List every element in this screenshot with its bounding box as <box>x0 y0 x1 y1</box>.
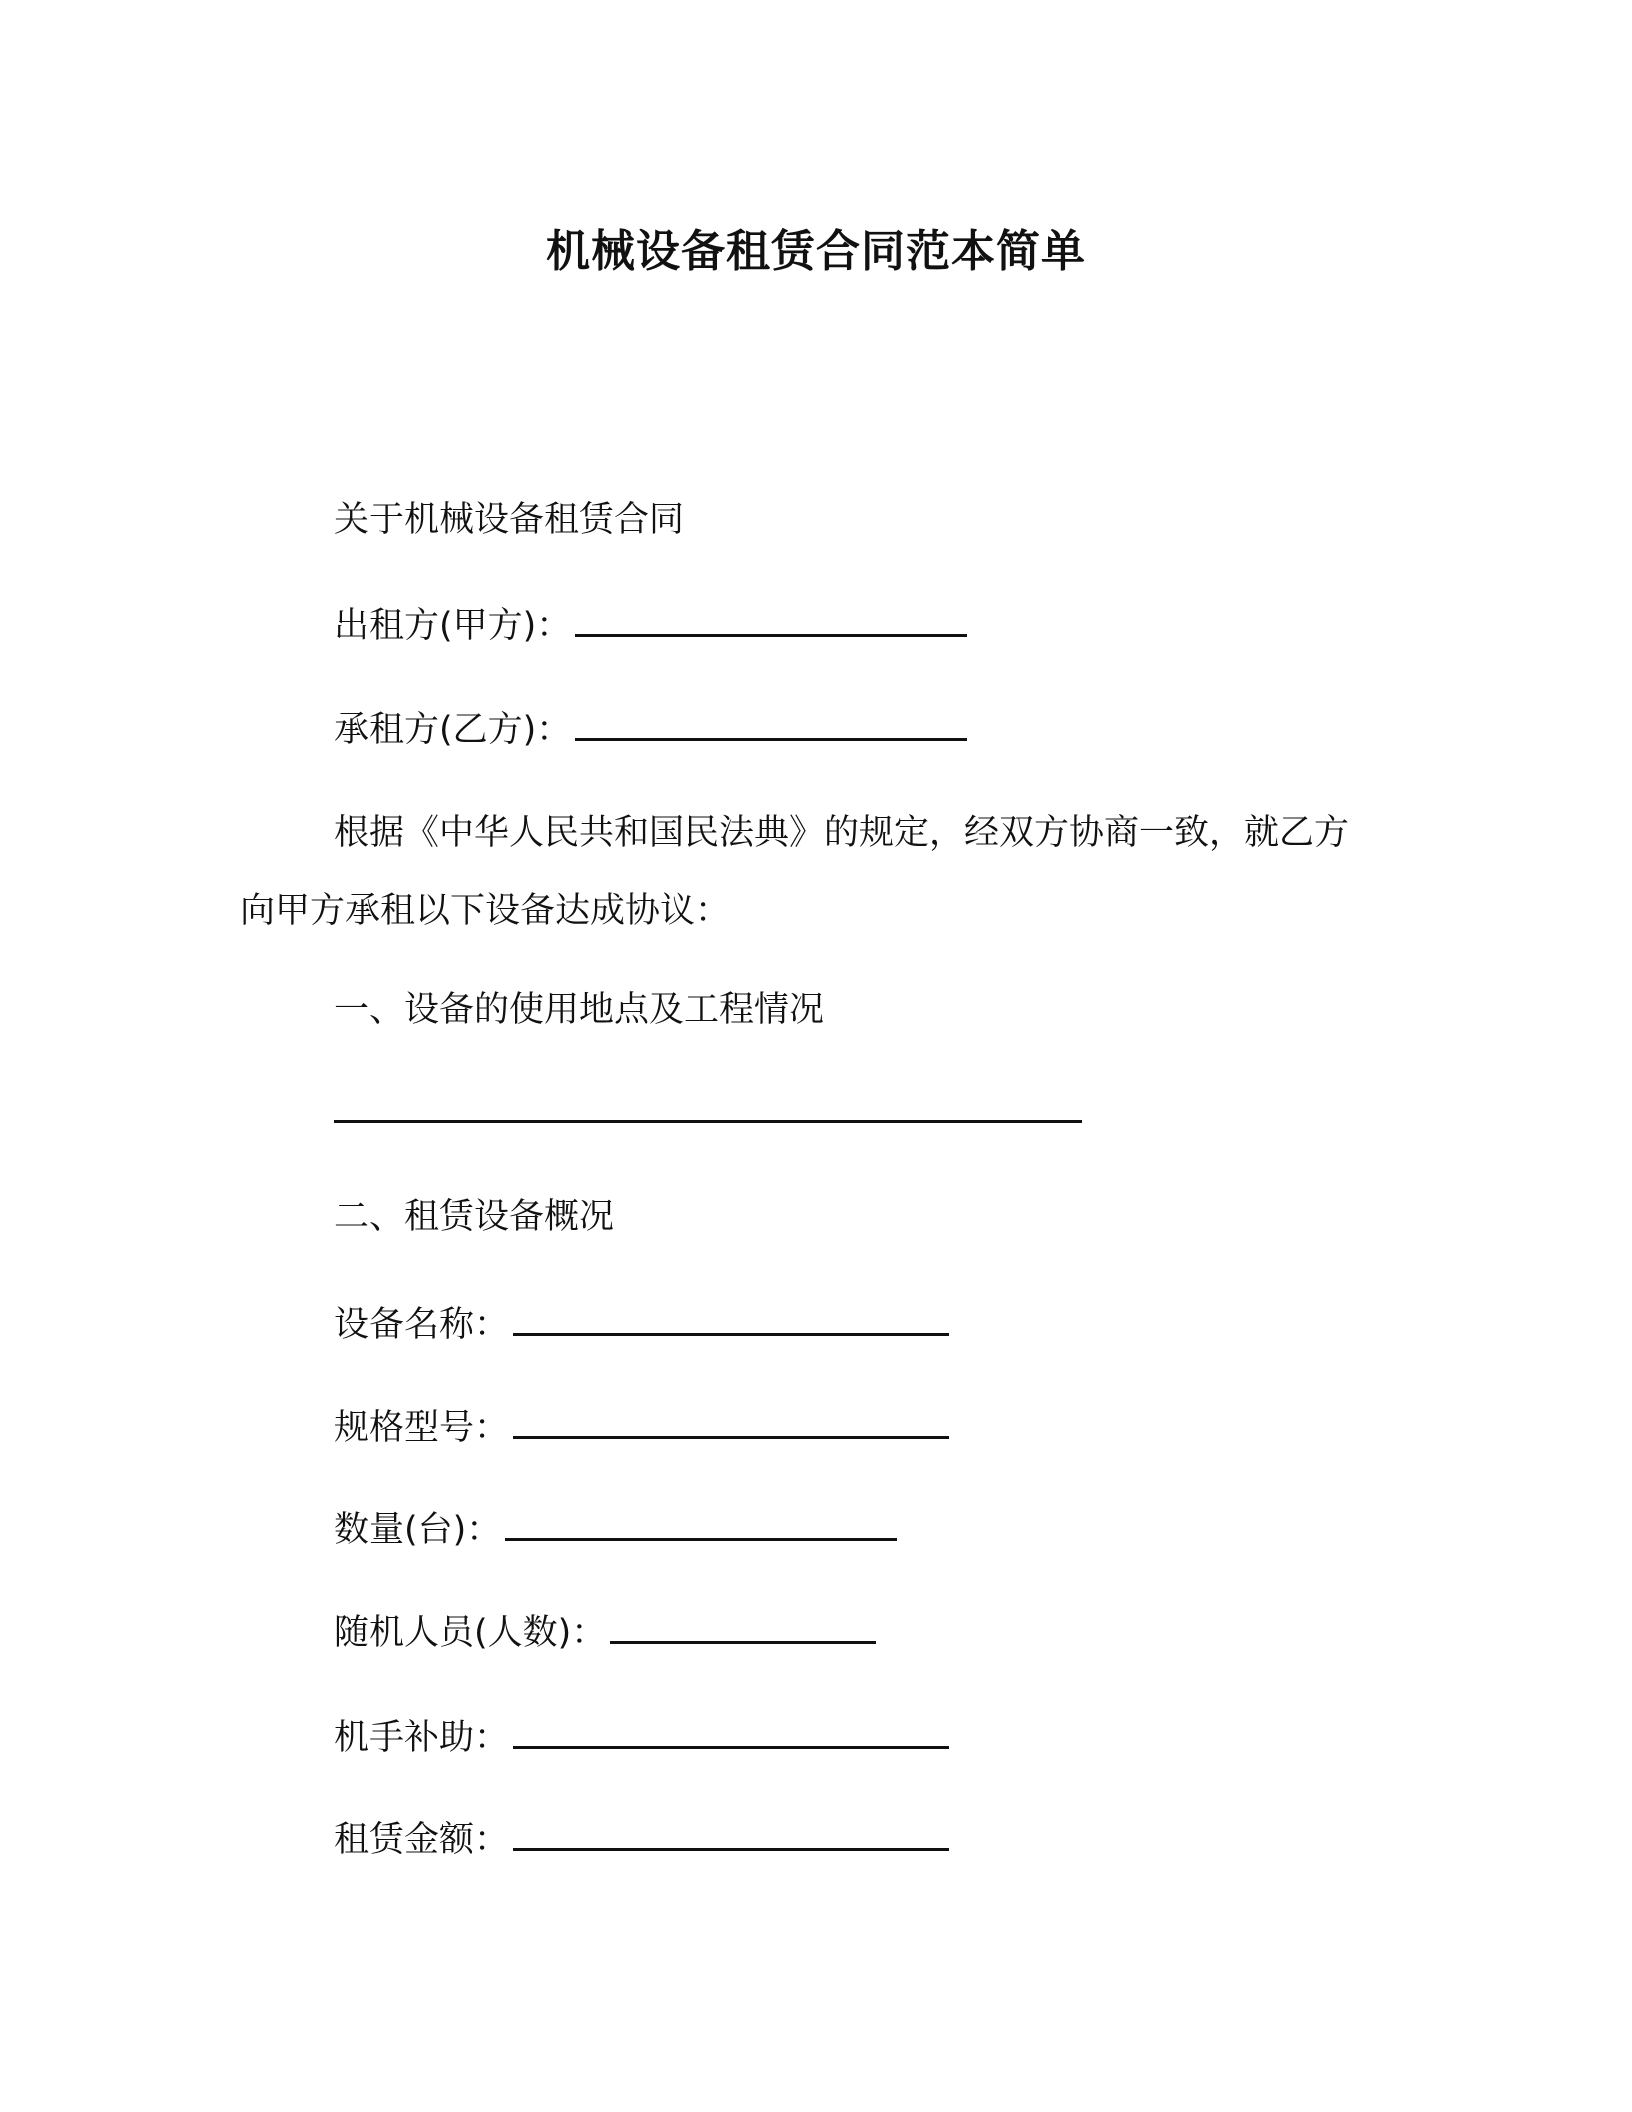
rental-amount-line <box>334 1812 949 1865</box>
section1-blank-rule <box>334 1120 1082 1123</box>
staff-line <box>334 1605 876 1658</box>
section1-heading: 一、设备的使用地点及工程情况 <box>334 990 825 1030</box>
lessor-blank <box>575 598 967 637</box>
staff-blank <box>610 1605 876 1644</box>
lessor-line <box>334 598 967 651</box>
equipment-name-line <box>334 1297 949 1350</box>
equipment-name-label: 设备名称： <box>334 1305 510 1345</box>
operator-subsidy-label: 机手补助： <box>334 1718 510 1758</box>
model-blank <box>513 1400 949 1439</box>
document-title: 机械设备租赁合同范本简单 <box>546 226 1086 277</box>
lessee-label: 承租方(乙方)： <box>334 710 572 750</box>
lessee-line <box>334 702 967 755</box>
quantity-label: 数量(台)： <box>334 1510 502 1550</box>
quantity-line <box>334 1502 897 1555</box>
operator-subsidy-line <box>334 1710 949 1763</box>
rental-amount-label: 租赁金额： <box>334 1820 510 1860</box>
model-line <box>334 1400 949 1453</box>
contract-subtitle: 关于机械设备租赁合同 <box>334 500 685 540</box>
lessee-blank <box>575 702 967 741</box>
section2-heading: 二、租赁设备概况 <box>334 1197 615 1237</box>
lessor-label: 出租方(甲方)： <box>334 606 572 646</box>
staff-label: 随机人员(人数)： <box>334 1613 607 1653</box>
rental-amount-blank <box>513 1812 949 1851</box>
preamble-text: 根据《中华人民共和国民法典》的规定，经双方协商一致，就乙方向甲方承租以下设备达成协议： <box>240 813 1350 931</box>
equipment-name-blank <box>513 1297 949 1336</box>
operator-subsidy-blank <box>513 1710 949 1749</box>
model-label: 规格型号： <box>334 1408 510 1448</box>
preamble-paragraph <box>240 794 1380 950</box>
quantity-blank <box>505 1502 897 1541</box>
